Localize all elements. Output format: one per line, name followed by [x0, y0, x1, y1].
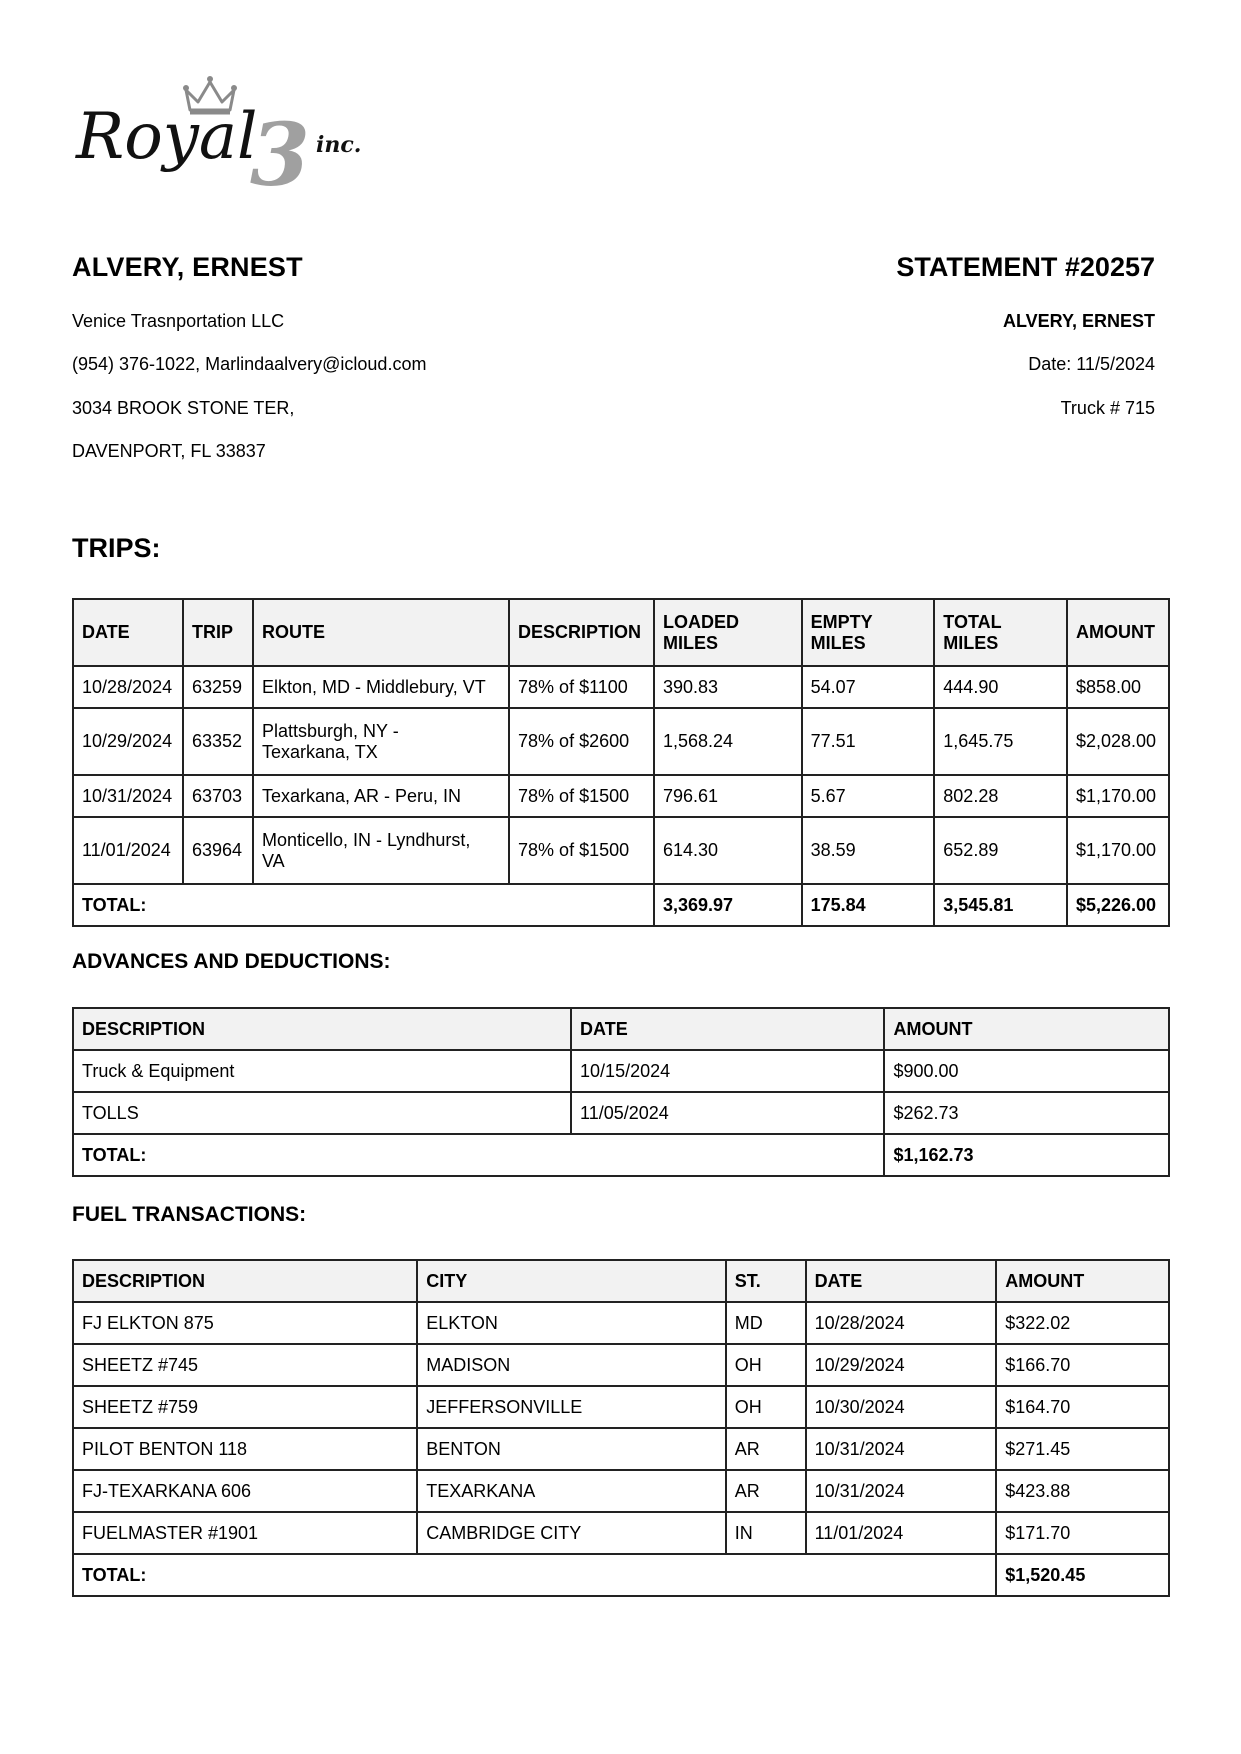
fuel-state: AR	[726, 1428, 806, 1470]
driver-address-line1: 3034 BROOK STONE TER,	[72, 398, 295, 418]
trip-loaded-miles: 1,568.24	[654, 708, 802, 775]
trip-route: Monticello, IN - Lyndhurst, VA	[253, 817, 509, 884]
logo-wordmark: Royal	[76, 100, 258, 174]
fuel-state: MD	[726, 1302, 806, 1344]
fuel-state: OH	[726, 1386, 806, 1428]
driver-company: Venice Trasnportation LLC	[72, 311, 285, 331]
trip-number: 63964	[183, 817, 253, 884]
col-header-amount: AMOUNT	[996, 1260, 1169, 1302]
driver-name-title: ALVERY, ERNEST	[72, 252, 303, 282]
fuel-total-label: TOTAL:	[73, 1554, 996, 1596]
trips-total-label: TOTAL:	[73, 884, 654, 926]
advance-date: 10/15/2024	[571, 1050, 884, 1092]
trip-date: 10/31/2024	[73, 775, 183, 817]
col-header-trip: TRIP	[183, 599, 253, 666]
trip-empty-miles: 77.51	[802, 708, 935, 775]
table-row	[73, 708, 1169, 775]
logo-numeral: 3	[250, 105, 310, 200]
trip-date: 10/29/2024	[73, 708, 183, 775]
advances-total-amount: $1,162.73	[884, 1134, 1169, 1176]
table-row	[73, 1512, 1169, 1554]
col-header-amount: AMOUNT	[1067, 599, 1169, 666]
trip-date: 11/01/2024	[73, 817, 183, 884]
advance-date: 11/05/2024	[571, 1092, 884, 1134]
driver-address-line2: DAVENPORT, FL 33837	[72, 441, 266, 461]
fuel-city: JEFFERSONVILLE	[417, 1386, 725, 1428]
col-header-city: CITY	[417, 1260, 725, 1302]
advance-description: Truck & Equipment	[73, 1050, 571, 1092]
trips-header-row	[73, 599, 1169, 666]
table-row	[73, 775, 1169, 817]
advances-header-row	[73, 1008, 1169, 1050]
trip-number: 63259	[183, 666, 253, 708]
trips-total-empty: 175.84	[802, 884, 935, 926]
fuel-city: BENTON	[417, 1428, 725, 1470]
fuel-city: MADISON	[417, 1344, 725, 1386]
trips-total-amount: $5,226.00	[1067, 884, 1169, 926]
trips-heading: TRIPS:	[72, 533, 161, 563]
table-row	[73, 1092, 1169, 1134]
trip-route: Plattsburgh, NY - Texarkana, TX	[253, 708, 509, 775]
col-header-total-miles: TOTAL MILES	[934, 599, 1067, 666]
fuel-date: 10/31/2024	[806, 1428, 997, 1470]
table-row	[73, 666, 1169, 708]
fuel-table	[72, 1259, 1170, 1597]
trip-description: 78% of $2600	[509, 708, 654, 775]
trip-amount: $2,028.00	[1067, 708, 1169, 775]
col-header-description: DESCRIPTION	[509, 599, 654, 666]
table-row	[73, 1302, 1169, 1344]
driver-contact: (954) 376-1022, Marlindaalvery@icloud.com	[72, 354, 427, 374]
col-header-route: ROUTE	[253, 599, 509, 666]
trip-description: 78% of $1500	[509, 817, 654, 884]
col-header-state: ST.	[726, 1260, 806, 1302]
fuel-description: SHEETZ #745	[73, 1344, 417, 1386]
logo-suffix: inc.	[316, 132, 362, 158]
fuel-state: IN	[726, 1512, 806, 1554]
fuel-amount: $166.70	[996, 1344, 1169, 1386]
table-row	[73, 1428, 1169, 1470]
fuel-date: 10/31/2024	[806, 1470, 997, 1512]
col-header-date: DATE	[806, 1260, 997, 1302]
fuel-description: FJ-TEXARKANA 606	[73, 1470, 417, 1512]
trip-amount: $1,170.00	[1067, 775, 1169, 817]
statement-driver-name: ALVERY, ERNEST	[1002, 311, 1155, 331]
table-row	[73, 817, 1169, 884]
trips-total-row	[73, 884, 1169, 926]
trip-number: 63703	[183, 775, 253, 817]
statement-date: Date: 11/5/2024	[1028, 354, 1155, 374]
fuel-city: CAMBRIDGE CITY	[417, 1512, 725, 1554]
trip-description: 78% of $1500	[509, 775, 654, 817]
fuel-amount: $271.45	[996, 1428, 1169, 1470]
col-header-description: DESCRIPTION	[73, 1008, 571, 1050]
trip-route: Elkton, MD - Middlebury, VT	[253, 666, 509, 708]
trip-empty-miles: 54.07	[802, 666, 935, 708]
fuel-amount: $423.88	[996, 1470, 1169, 1512]
advance-amount: $262.73	[884, 1092, 1169, 1134]
advances-heading: ADVANCES AND DEDUCTIONS:	[72, 950, 391, 973]
trip-total-miles: 802.28	[934, 775, 1067, 817]
advances-table	[72, 1007, 1170, 1177]
trip-empty-miles: 38.59	[802, 817, 935, 884]
statement-truck: Truck # 715	[1060, 398, 1155, 418]
col-header-loaded-miles: LOADED MILES	[654, 599, 802, 666]
trip-total-miles: 444.90	[934, 666, 1067, 708]
table-row	[73, 1344, 1169, 1386]
fuel-description: PILOT BENTON 118	[73, 1428, 417, 1470]
fuel-date: 10/29/2024	[806, 1344, 997, 1386]
trip-loaded-miles: 614.30	[654, 817, 802, 884]
trips-total-miles: 3,545.81	[934, 884, 1067, 926]
fuel-total-amount: $1,520.45	[996, 1554, 1169, 1596]
fuel-state: AR	[726, 1470, 806, 1512]
trip-number: 63352	[183, 708, 253, 775]
fuel-date: 11/01/2024	[806, 1512, 997, 1554]
trip-route: Texarkana, AR - Peru, IN	[253, 775, 509, 817]
trip-empty-miles: 5.67	[802, 775, 935, 817]
fuel-city: ELKTON	[417, 1302, 725, 1344]
fuel-description: SHEETZ #759	[73, 1386, 417, 1428]
fuel-amount: $164.70	[996, 1386, 1169, 1428]
fuel-description: FJ ELKTON 875	[73, 1302, 417, 1344]
col-header-date: DATE	[571, 1008, 884, 1050]
fuel-header-row	[73, 1260, 1169, 1302]
advance-description: TOLLS	[73, 1092, 571, 1134]
col-header-date: DATE	[73, 599, 183, 666]
fuel-state: OH	[726, 1344, 806, 1386]
table-row	[73, 1470, 1169, 1512]
trips-total-loaded: 3,369.97	[654, 884, 802, 926]
advances-total-label: TOTAL:	[73, 1134, 884, 1176]
fuel-total-row	[73, 1554, 1169, 1596]
advance-amount: $900.00	[884, 1050, 1169, 1092]
trip-date: 10/28/2024	[73, 666, 183, 708]
trip-loaded-miles: 796.61	[654, 775, 802, 817]
trip-loaded-miles: 390.83	[654, 666, 802, 708]
advances-total-row	[73, 1134, 1169, 1176]
table-row	[73, 1050, 1169, 1092]
statement-title: STATEMENT #20257	[896, 252, 1155, 282]
fuel-heading: FUEL TRANSACTIONS:	[72, 1203, 307, 1226]
trip-total-miles: 1,645.75	[934, 708, 1067, 775]
trips-table	[72, 598, 1170, 927]
trip-amount: $858.00	[1067, 666, 1169, 708]
table-row	[73, 1386, 1169, 1428]
col-header-amount: AMOUNT	[884, 1008, 1169, 1050]
col-header-description: DESCRIPTION	[73, 1260, 417, 1302]
col-header-empty-miles: EMPTY MILES	[802, 599, 935, 666]
royal3-logo	[72, 70, 392, 200]
fuel-amount: $171.70	[996, 1512, 1169, 1554]
trip-total-miles: 652.89	[934, 817, 1067, 884]
fuel-amount: $322.02	[996, 1302, 1169, 1344]
trip-description: 78% of $1100	[509, 666, 654, 708]
fuel-city: TEXARKANA	[417, 1470, 725, 1512]
fuel-date: 10/28/2024	[806, 1302, 997, 1344]
trip-amount: $1,170.00	[1067, 817, 1169, 884]
fuel-date: 10/30/2024	[806, 1386, 997, 1428]
fuel-description: FUELMASTER #1901	[73, 1512, 417, 1554]
